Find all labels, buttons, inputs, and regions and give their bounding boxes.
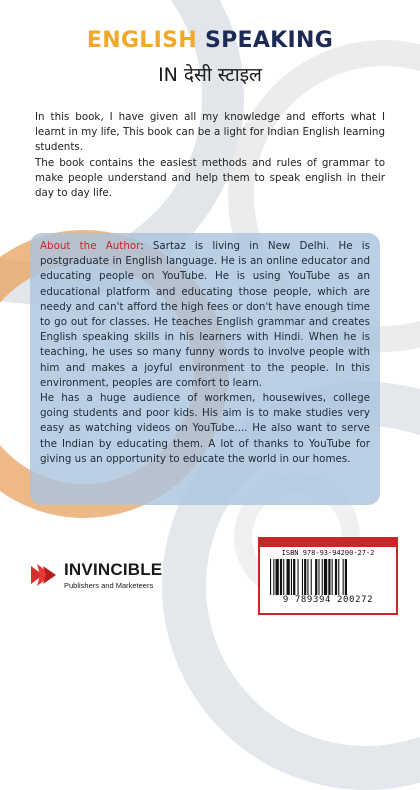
title-part-english: ENGLISH (86, 28, 197, 53)
intro-paragraph-1: In this book, I have given all my knowledge and efforts what I learnt in my life, This book can be a light for Indian English learning students. (35, 111, 385, 154)
isbn-barcode (258, 537, 398, 615)
title-line (0, 28, 420, 53)
about-paragraph-1-text: : Sartaz is living in New Delhi. He is postgraduate in English language. He is an online educator and educating people on YouTube. He is using YouTube as an educational platform and educating those people, which are needy and can't afford the high fees or don't have enough time to go out for classes. He teaches English grammar and creates English speaking skills in his learners with Hindi. When he is teaching, he uses so many funny words to involve people with him and makes a joyful environment to the people. In this environment, peoples are comfort to learn. (40, 240, 371, 389)
book-subtitle: IN देसी स्टाइल (158, 64, 262, 86)
isbn-number: 9 789394 200272 (282, 595, 374, 605)
publisher-logo (28, 560, 162, 590)
about-author-panel (30, 233, 380, 505)
about-paragraph-1 (40, 239, 370, 391)
book-title (0, 28, 420, 87)
isbn-label: ISBN 978-93-94200-27-2 (281, 549, 375, 557)
title-part-speaking: SPEAKING (204, 28, 334, 53)
barcode-bars-icon (268, 559, 388, 595)
publisher-tagline: Publishers and Marketeers (64, 581, 154, 590)
about-paragraph-2: He has a huge audience of workmen, housewives, college going students and poor kids. His aim is to make studies very easy as watching videos on YouTube.... He also want to serve the Indian by educating them. A lot of thanks to YouTube for giving us an opportunity to educate the world in our homes. (40, 392, 370, 465)
publisher-emblem-icon (28, 560, 58, 590)
about-author-lead: About the Author (40, 240, 141, 252)
publisher-name: INVINCIBLE (64, 560, 163, 579)
intro-text (35, 110, 385, 201)
intro-paragraph-2: The book contains the easiest methods and rules of grammar to make people understand and help them to speak english in their day to day life. (35, 156, 385, 200)
